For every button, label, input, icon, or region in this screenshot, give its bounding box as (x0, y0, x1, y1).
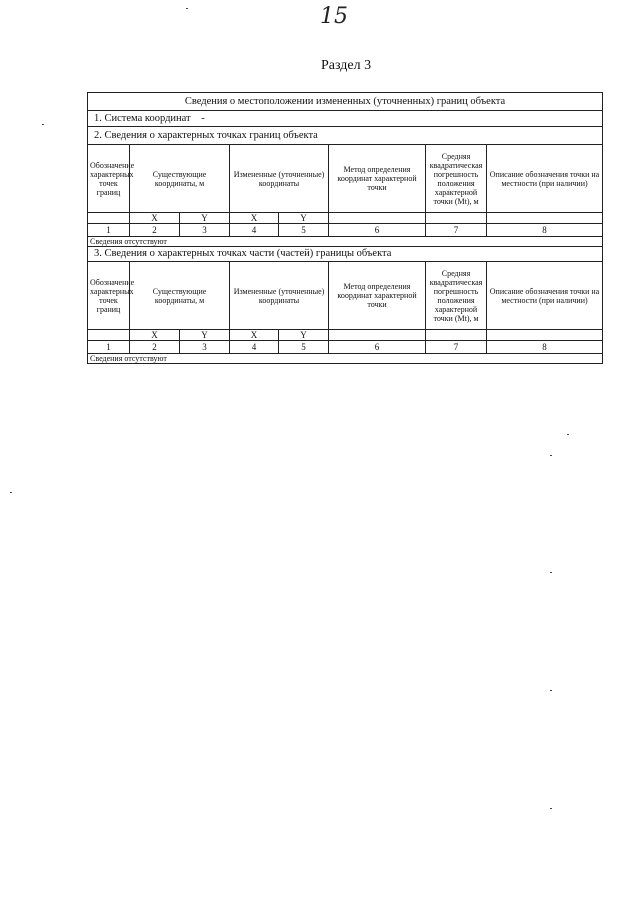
header-mean-error: Средняя квадратическая погрешность положения характерной точки (Mt), м (426, 145, 487, 213)
column-number: 5 (279, 341, 329, 354)
column-number: 4 (230, 341, 279, 354)
section-2-heading: 2. Сведения о характерных точках границ объекта (88, 127, 603, 145)
header-existing-coords: Существующие координаты, м (130, 145, 230, 213)
axis-x: X (230, 330, 279, 341)
axis-y: Y (180, 213, 230, 224)
column-number: 7 (426, 224, 487, 237)
boundary-table (87, 92, 603, 364)
header-description: Описание обозначения точки на местности (при наличии) (487, 262, 603, 330)
axis-y: Y (279, 330, 329, 341)
column-number: 3 (180, 224, 230, 237)
scan-speck (567, 434, 569, 435)
header-method: Метод определения координат характерной точки (329, 262, 426, 330)
no-data-note: Сведения отсутствуют (88, 237, 603, 247)
no-data-note: Сведения отсутствуют (88, 354, 603, 364)
axis-x: X (130, 213, 180, 224)
axis-x: X (130, 330, 180, 341)
header-existing-coords: Существующие координаты, м (130, 262, 230, 330)
coord-system-value: - (201, 112, 205, 124)
header-changed-coords: Измененные (уточненные) координаты (230, 145, 329, 213)
column-number: 6 (329, 341, 426, 354)
column-number: 1 (88, 341, 130, 354)
column-number: 6 (329, 224, 426, 237)
scan-speck (10, 492, 12, 493)
axis-x: X (230, 213, 279, 224)
column-number: 2 (130, 341, 180, 354)
column-number: 1 (88, 224, 130, 237)
coord-system-label: 1. Система координат (94, 112, 191, 124)
scan-speck (186, 8, 188, 9)
header-description: Описание обозначения точки на местности (при наличии) (487, 145, 603, 213)
scan-speck (550, 690, 552, 691)
scan-speck (550, 455, 552, 456)
scan-speck (42, 124, 44, 125)
header-point-designation: Обозначение характерных точек границ (88, 262, 130, 330)
scan-speck (550, 808, 552, 809)
page-number: 15 (320, 4, 348, 29)
header-changed-coords: Измененные (уточненные) координаты (230, 262, 329, 330)
column-number: 7 (426, 341, 487, 354)
column-number: 4 (230, 224, 279, 237)
coord-system-row (88, 111, 603, 127)
column-number: 8 (487, 224, 603, 237)
header-method: Метод определения координат характерной точки (329, 145, 426, 213)
scan-speck (550, 572, 552, 573)
column-number: 3 (180, 341, 230, 354)
axis-y: Y (180, 330, 230, 341)
column-number: 2 (130, 224, 180, 237)
header-point-designation: Обозначение характерных точек границ (88, 145, 130, 213)
axis-y: Y (279, 213, 329, 224)
column-number: 8 (487, 341, 603, 354)
section-3-heading: 3. Сведения о характерных точках части (частей) границы объекта (88, 247, 603, 262)
table-title: Сведения о местоположении измененных (уточненных) границ объекта (88, 93, 603, 111)
section-title: Раздел 3 (321, 58, 372, 73)
column-number: 5 (279, 224, 329, 237)
header-mean-error: Средняя квадратическая погрешность положения характерной точки (Mt), м (426, 262, 487, 330)
